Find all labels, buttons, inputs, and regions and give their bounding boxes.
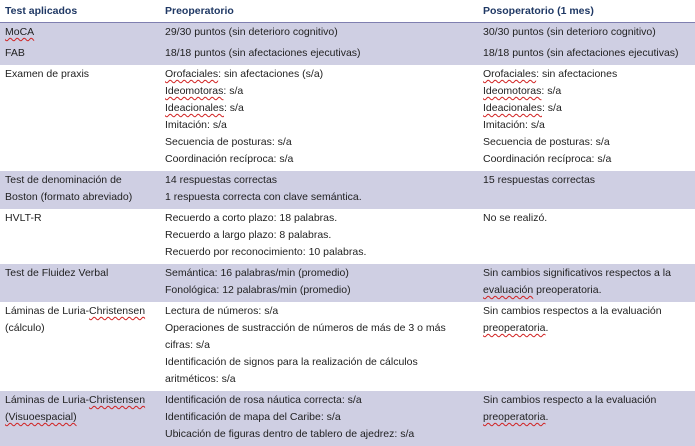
postop-cell: 15 respuestas correctas	[478, 171, 695, 209]
table-row	[0, 391, 695, 446]
postop-cell: Orofaciales: sin afectaciones Ideomotoras: s/a Ideacionales: s/a Imitación: s/a Secuencia de posturas: s/a Coordinación recíproca: s/a	[478, 65, 695, 171]
preop-cell: 18/18 puntos (sin afectaciones ejecutivas)	[160, 44, 478, 65]
table-row	[0, 23, 695, 45]
test-name: Test de denominación de Boston (formato abreviado)	[0, 171, 160, 209]
preop-cell: Identificación de rosa náutica correcta: s/a Identificación de mapa del Caribe: s/a Ubicación de figuras dentro de tablero de ajedrez: s/a	[160, 391, 478, 446]
test-name	[0, 23, 160, 45]
postop-cell: Sin cambios respectos a la evaluación preoperatoria.	[478, 302, 695, 391]
test-name: HVLT-R	[0, 209, 160, 264]
preop-cell: Lectura de números: s/a Operaciones de sustracción de números de más de 3 o más cifras: s/a Identificación de signos para la realización de cálculos aritméticos: s/a	[160, 302, 478, 391]
table-row	[0, 264, 695, 302]
header-preop: Preoperatorio	[160, 0, 478, 23]
postop-cell: No se realizó.	[478, 209, 695, 264]
table-row	[0, 209, 695, 264]
table-row	[0, 171, 695, 209]
preop-cell: 14 respuestas correctas 1 respuesta correcta con clave semántica.	[160, 171, 478, 209]
test-name: Láminas de Luria-Christensen (Visuoespacial)	[0, 391, 160, 446]
header-row	[0, 0, 695, 23]
postop-cell: 30/30 puntos (sin deterioro cognitivo)	[478, 23, 695, 45]
postop-cell: 18/18 puntos (sin afectaciones ejecutivas)	[478, 44, 695, 65]
preop-cell: 29/30 puntos (sin deterioro cognitivo)	[160, 23, 478, 45]
table-row	[0, 65, 695, 171]
test-name: Examen de praxis	[0, 65, 160, 171]
postop-cell: Sin cambios respecto a la evaluación preoperatoria.	[478, 391, 695, 446]
test-name: FAB	[0, 44, 160, 65]
test-name: Test de Fluidez Verbal	[0, 264, 160, 302]
table-row	[0, 44, 695, 65]
table-row	[0, 302, 695, 391]
preop-cell: Recuerdo a corto plazo: 18 palabras. Recuerdo a largo plazo: 8 palabras. Recuerdo por reconocimiento: 10 palabras.	[160, 209, 478, 264]
spell-flagged-term: MoCA	[5, 26, 35, 38]
postop-cell: Sin cambios significativos respectos a la evaluación preoperatoria.	[478, 264, 695, 302]
preop-cell: Semántica: 16 palabras/min (promedio) Fonológica: 12 palabras/min (promedio)	[160, 264, 478, 302]
header-test: Test aplicados	[0, 0, 160, 23]
preop-cell: Orofaciales: sin afectaciones (s/a) Ideomotoras: s/a Ideacionales: s/a Imitación: s/a Secuencia de posturas: s/a Coordinación recíproca: s/a	[160, 65, 478, 171]
test-name: Láminas de Luria-Christensen (cálculo)	[0, 302, 160, 391]
header-postop: Posoperatorio (1 mes)	[478, 0, 695, 23]
